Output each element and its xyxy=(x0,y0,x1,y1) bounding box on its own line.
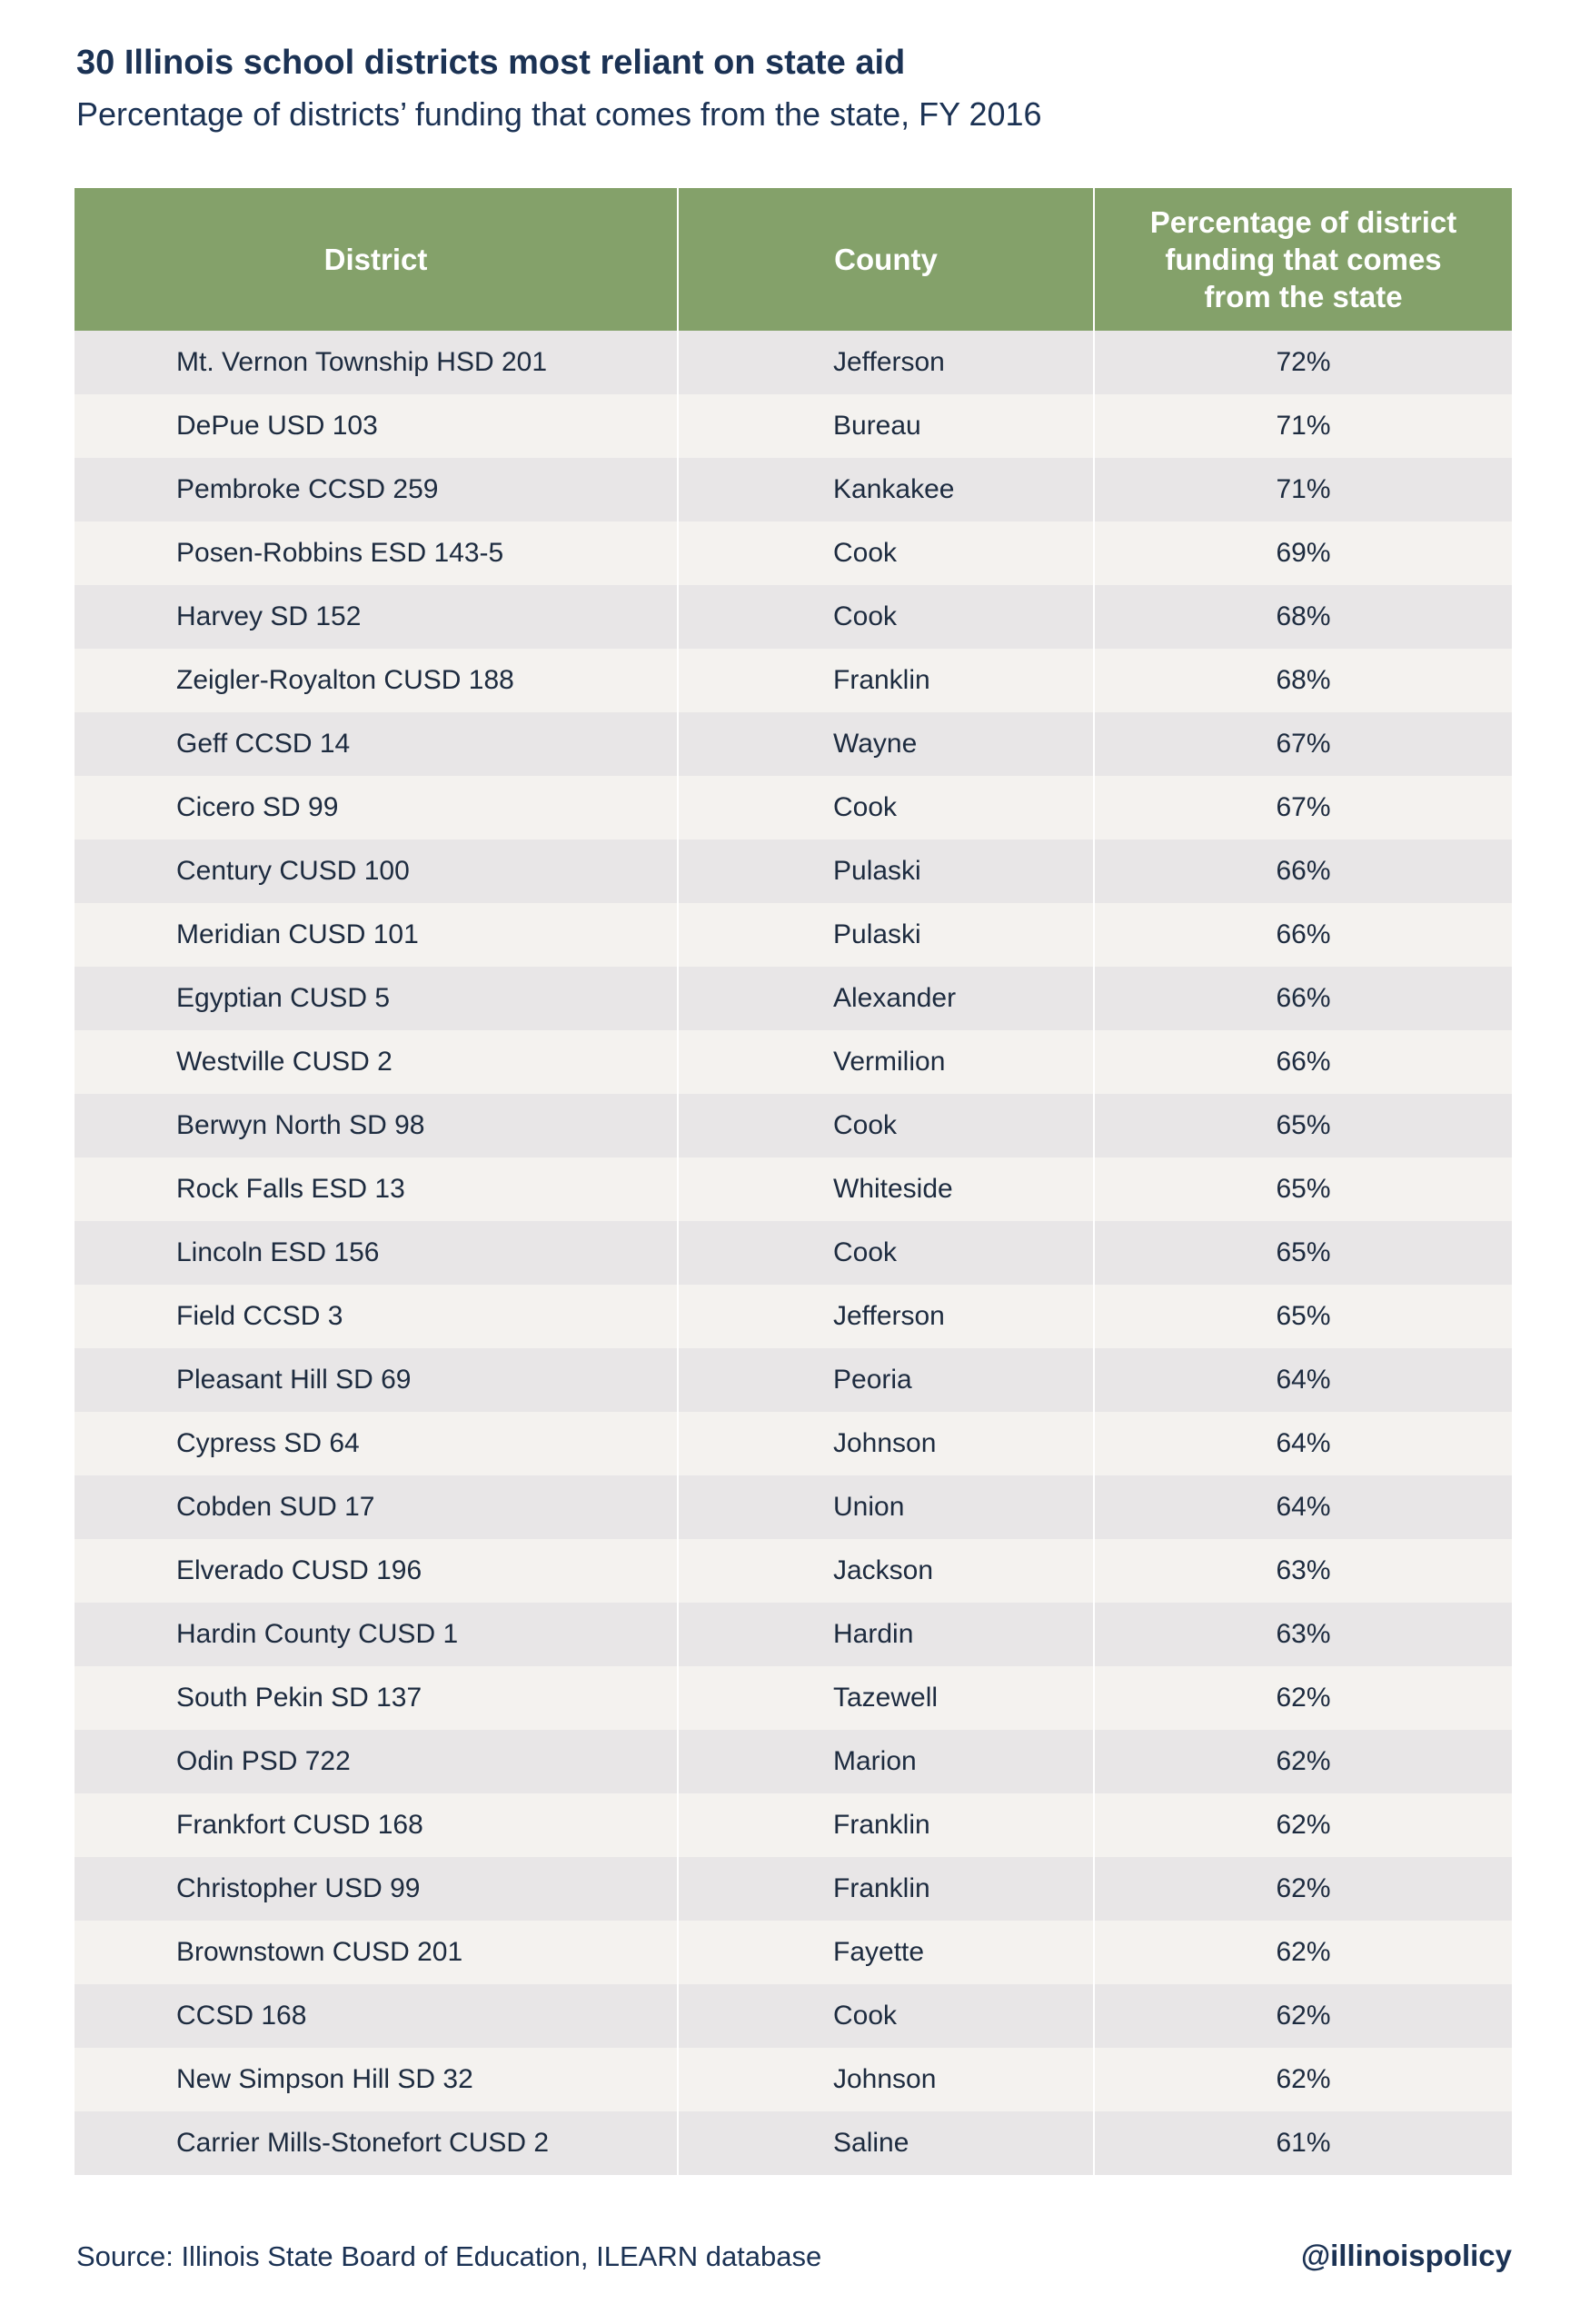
cell-district: Brownstown CUSD 201 xyxy=(75,1921,679,1984)
column-header-percentage-line: from the state xyxy=(1204,280,1403,313)
table-row xyxy=(75,967,1512,1030)
cell-county: Hardin xyxy=(679,1603,1095,1666)
cell-percentage: 67% xyxy=(1276,729,1331,759)
table-row xyxy=(75,1984,1512,2048)
brand-handle: @illinoispolicy xyxy=(1300,2239,1512,2272)
table-row xyxy=(75,331,1512,394)
cell-district: Westville CUSD 2 xyxy=(75,1030,679,1094)
cell-county: Cook xyxy=(679,776,1095,839)
cell-district: Pleasant Hill SD 69 xyxy=(75,1348,679,1412)
table-header xyxy=(75,188,1512,331)
cell-district: Posen-Robbins ESD 143-5 xyxy=(75,521,679,585)
cell-county: Cook xyxy=(679,1094,1095,1157)
cell-district: Pembroke CCSD 259 xyxy=(75,458,679,521)
table-row xyxy=(75,1030,1512,1094)
cell-county: Jefferson xyxy=(679,1285,1095,1348)
data-table xyxy=(75,188,1512,2175)
cell-district: South Pekin SD 137 xyxy=(75,1666,679,1730)
cell-percentage: 68% xyxy=(1276,601,1331,631)
source-note: Source: Illinois State Board of Education, ILEARN database xyxy=(76,2240,822,2272)
cell-percentage: 62% xyxy=(1276,1683,1331,1713)
cell-county: Tazewell xyxy=(679,1666,1095,1730)
cell-district: Mt. Vernon Township HSD 201 xyxy=(75,331,679,394)
cell-district: Geff CCSD 14 xyxy=(75,712,679,776)
cell-district: Cypress SD 64 xyxy=(75,1412,679,1475)
cell-county: Pulaski xyxy=(679,839,1095,903)
table-row xyxy=(75,1094,1512,1157)
cell-county: Vermilion xyxy=(679,1030,1095,1094)
column-header-county: County xyxy=(679,188,1095,331)
cell-district: Cicero SD 99 xyxy=(75,776,679,839)
cell-district: DePue USD 103 xyxy=(75,394,679,458)
cell-percentage: 65% xyxy=(1276,1110,1331,1140)
table-row xyxy=(75,394,1512,458)
cell-county: Franklin xyxy=(679,1793,1095,1857)
cell-county: Alexander xyxy=(679,967,1095,1030)
cell-district: Elverado CUSD 196 xyxy=(75,1539,679,1603)
cell-district: Berwyn North SD 98 xyxy=(75,1094,679,1157)
table-row xyxy=(75,712,1512,776)
cell-percentage: 68% xyxy=(1276,665,1331,695)
cell-district: CCSD 168 xyxy=(75,1984,679,2048)
cell-percentage: 62% xyxy=(1276,2001,1331,2031)
table-row xyxy=(75,458,1512,521)
cell-percentage: 66% xyxy=(1276,856,1331,886)
cell-county: Fayette xyxy=(679,1921,1095,1984)
cell-percentage: 63% xyxy=(1276,1555,1331,1585)
cell-percentage: 62% xyxy=(1276,1746,1331,1776)
cell-district: Egyptian CUSD 5 xyxy=(75,967,679,1030)
table-row xyxy=(75,1857,1512,1921)
table-body xyxy=(75,331,1512,2175)
cell-percentage: 62% xyxy=(1276,1937,1331,1967)
cell-district: Lincoln ESD 156 xyxy=(75,1221,679,1285)
cell-district: Christopher USD 99 xyxy=(75,1857,679,1921)
cell-percentage: 62% xyxy=(1276,2064,1331,2094)
cell-percentage: 66% xyxy=(1276,983,1331,1013)
cell-percentage: 62% xyxy=(1276,1810,1331,1840)
cell-percentage: 66% xyxy=(1276,919,1331,949)
cell-district: Field CCSD 3 xyxy=(75,1285,679,1348)
chart-title: 30 Illinois school districts most reliant on state aid xyxy=(76,44,906,82)
cell-percentage: 62% xyxy=(1276,1873,1331,1903)
table-row xyxy=(75,521,1512,585)
cell-percentage: 71% xyxy=(1276,474,1331,504)
cell-percentage: 64% xyxy=(1276,1365,1331,1395)
table-row xyxy=(75,1539,1512,1603)
cell-county: Cook xyxy=(679,521,1095,585)
cell-county: Wayne xyxy=(679,712,1095,776)
cell-county: Kankakee xyxy=(679,458,1095,521)
column-header-percentage-line: funding that comes xyxy=(1165,243,1442,276)
chart-subtitle: Percentage of districts’ funding that comes from the state, FY 2016 xyxy=(76,95,1042,133)
table-row xyxy=(75,585,1512,649)
table-row xyxy=(75,1221,1512,1285)
cell-county: Peoria xyxy=(679,1348,1095,1412)
table-row xyxy=(75,1475,1512,1539)
cell-county: Johnson xyxy=(679,1412,1095,1475)
cell-district: Frankfort CUSD 168 xyxy=(75,1793,679,1857)
cell-county: Cook xyxy=(679,1221,1095,1285)
cell-percentage: 71% xyxy=(1276,411,1331,441)
cell-percentage: 65% xyxy=(1276,1237,1331,1267)
cell-county: Franklin xyxy=(679,1857,1095,1921)
table-row xyxy=(75,649,1512,712)
cell-county: Pulaski xyxy=(679,903,1095,967)
cell-district: Zeigler-Royalton CUSD 188 xyxy=(75,649,679,712)
cell-district: Meridian CUSD 101 xyxy=(75,903,679,967)
cell-district: New Simpson Hill SD 32 xyxy=(75,2048,679,2111)
cell-percentage: 65% xyxy=(1276,1301,1331,1331)
cell-county: Franklin xyxy=(679,649,1095,712)
table-row xyxy=(75,1603,1512,1666)
table-row xyxy=(75,1793,1512,1857)
cell-county: Cook xyxy=(679,1984,1095,2048)
table-row xyxy=(75,1157,1512,1221)
cell-district: Rock Falls ESD 13 xyxy=(75,1157,679,1221)
cell-percentage: 72% xyxy=(1276,347,1331,377)
cell-county: Bureau xyxy=(679,394,1095,458)
cell-district: Harvey SD 152 xyxy=(75,585,679,649)
cell-county: Jackson xyxy=(679,1539,1095,1603)
table-row xyxy=(75,2111,1512,2175)
cell-county: Whiteside xyxy=(679,1157,1095,1221)
cell-percentage: 67% xyxy=(1276,792,1331,822)
cell-district: Cobden SUD 17 xyxy=(75,1475,679,1539)
table-row xyxy=(75,839,1512,903)
cell-percentage: 64% xyxy=(1276,1428,1331,1458)
cell-county: Jefferson xyxy=(679,331,1095,394)
cell-percentage: 69% xyxy=(1276,538,1331,568)
cell-percentage: 65% xyxy=(1276,1174,1331,1204)
table-row xyxy=(75,1921,1512,1984)
cell-county: Marion xyxy=(679,1730,1095,1793)
table-row xyxy=(75,776,1512,839)
cell-county: Cook xyxy=(679,585,1095,649)
cell-district: Odin PSD 722 xyxy=(75,1730,679,1793)
cell-county: Union xyxy=(679,1475,1095,1539)
table-row xyxy=(75,1348,1512,1412)
cell-district: Carrier Mills-Stonefort CUSD 2 xyxy=(75,2111,679,2175)
table-row xyxy=(75,903,1512,967)
column-header-percentage-line: Percentage of district xyxy=(1149,205,1457,239)
cell-district: Century CUSD 100 xyxy=(75,839,679,903)
cell-county: Saline xyxy=(679,2111,1095,2175)
table-row xyxy=(75,1730,1512,1793)
table-row xyxy=(75,2048,1512,2111)
cell-district: Hardin County CUSD 1 xyxy=(75,1603,679,1666)
cell-percentage: 61% xyxy=(1276,2128,1331,2158)
table-row xyxy=(75,1412,1512,1475)
cell-percentage: 63% xyxy=(1276,1619,1331,1649)
cell-county: Johnson xyxy=(679,2048,1095,2111)
cell-percentage: 66% xyxy=(1276,1047,1331,1077)
column-header-percentage xyxy=(1095,188,1512,331)
column-header-district: District xyxy=(75,188,679,331)
table-row xyxy=(75,1666,1512,1730)
table-row xyxy=(75,1285,1512,1348)
cell-percentage: 64% xyxy=(1276,1492,1331,1522)
